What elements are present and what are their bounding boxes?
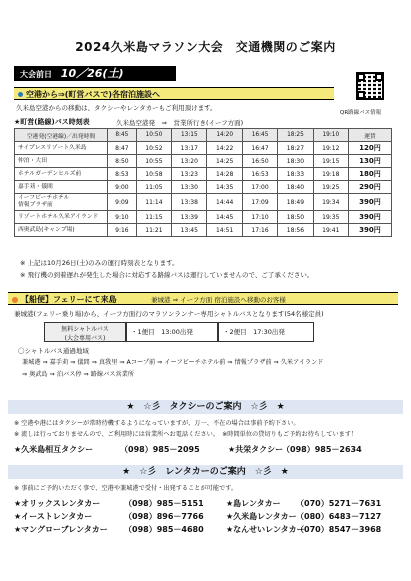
day-before-label: 大会前日 xyxy=(20,70,52,79)
taxi-company-name: ★共栄タクシー xyxy=(228,445,284,454)
time-cell: 13:17 xyxy=(172,142,207,155)
table-row xyxy=(15,194,392,211)
time-cell: 19:15 xyxy=(313,155,348,168)
time-cell: 16:53 xyxy=(242,168,277,181)
table-header-cell: 16:45 xyxy=(242,129,277,142)
rental-company-tel[interactable]: （098）985－4680 xyxy=(124,525,204,534)
taxi-note-1: ※ 空港や港にはタクシーが常時待機するようになっていますが、万一、不在の場合は事前予約下さい。 xyxy=(14,420,300,427)
bus-note-1: ※ 上記は10月26日(土)のみの運行時刻表となります。 xyxy=(20,259,179,267)
rental-company-tel[interactable]: （080）6483－7127 xyxy=(296,512,382,521)
rental-company-name: ★オリックスレンタカー xyxy=(14,499,101,508)
shuttle-label-box xyxy=(44,322,126,342)
time-cell: 17:10 xyxy=(242,211,277,224)
time-cell: 13:38 xyxy=(172,194,207,211)
table-header-cell: 空港発(空港線)／出発時間 xyxy=(15,129,108,142)
time-cell: 13:20 xyxy=(172,155,207,168)
fare-cell: 120円 xyxy=(348,142,391,155)
time-cell: 10:58 xyxy=(136,168,171,181)
time-cell: 18:56 xyxy=(278,224,313,237)
rental-company-tel[interactable]: （098）985－5151 xyxy=(124,499,204,508)
table-header-cell: 18:25 xyxy=(278,129,313,142)
airport-note: 久米島空港からの移動は、タクシーやレンタカーもご利用頂けます。 xyxy=(16,104,217,112)
table-header-cell: 19:10 xyxy=(313,129,348,142)
shuttle-first-departure: ・1便目 13:00出発 xyxy=(126,322,218,342)
table-row xyxy=(15,155,392,168)
time-cell: 14:22 xyxy=(207,142,242,155)
time-cell: 14:28 xyxy=(207,168,242,181)
ferry-description: 兼城港(フェリー乗り場)から、イーフ方面行のマラソンランナー専用シャトルバスとなります(54名様定員) xyxy=(14,310,324,318)
time-cell: 18:27 xyxy=(278,142,313,155)
rental-company-tel[interactable]: （070）5271－7631 xyxy=(296,499,382,508)
time-cell: 17:00 xyxy=(242,181,277,194)
ferry-heading: 【船便】フェリーにて来島 xyxy=(21,295,117,304)
time-cell: 9:10 xyxy=(108,211,137,224)
bus-note-2: ※ 飛行機の到着遅れが発生した場合に対応する路線バスは運行していませんので、ご了承ください。 xyxy=(20,271,314,279)
stop-name: 嘉手苅・儀間 xyxy=(15,181,108,194)
rental-note: ※ 事前にご予約いただく事で、空港や兼城港で受付・出発することが可能です。 xyxy=(14,485,238,492)
fare-cell: 180円 xyxy=(348,168,391,181)
bullet-icon xyxy=(12,297,18,303)
time-cell: 19:12 xyxy=(313,142,348,155)
table-header-cell: 運賃 xyxy=(348,129,391,142)
time-cell: 8:53 xyxy=(108,168,137,181)
bullet-icon xyxy=(18,92,23,97)
stop-name: 西奥武島(キャンプ場) xyxy=(15,224,108,237)
time-cell: 18:50 xyxy=(278,211,313,224)
fare-cell: 130円 xyxy=(348,155,391,168)
table-row xyxy=(15,168,392,181)
taxi-heading: ★ ☆彡 タクシーのご案内 ☆彡 ★ xyxy=(126,402,285,412)
fare-cell: 390円 xyxy=(348,224,391,237)
table-row xyxy=(15,224,392,237)
time-cell: 13:45 xyxy=(172,224,207,237)
table-row xyxy=(15,181,392,194)
rental-company-tel[interactable]: （070）8547－3968 xyxy=(296,525,382,534)
airport-heading-bar xyxy=(14,87,334,100)
time-cell: 9:09 xyxy=(108,194,137,211)
time-cell: 8:47 xyxy=(108,142,137,155)
time-cell: 19:18 xyxy=(313,168,348,181)
bus-heading: ★町営(路線)バス時刻表 xyxy=(14,118,90,126)
stop-name: サイプレスリゾート久米島 xyxy=(15,142,108,155)
table-row xyxy=(15,211,392,224)
table-header-cell: 13:15 xyxy=(172,129,207,142)
time-cell: 19:34 xyxy=(313,194,348,211)
shuttle-route-title: 〇シャトルバス通過地域 xyxy=(18,347,89,355)
time-cell: 14:45 xyxy=(207,211,242,224)
table-header-cell: 10:50 xyxy=(136,129,171,142)
page-title: 2024久米島マラソン大会 交通機関のご案内 xyxy=(75,40,336,54)
bus-timetable xyxy=(14,128,392,237)
fare-cell: 390円 xyxy=(348,211,391,224)
ferry-route: 兼城港 ⇒ イーフ方面 宿泊施設へ移動のお客様 xyxy=(151,296,286,304)
time-cell: 17:16 xyxy=(242,224,277,237)
taxi-company-tel[interactable]: （098）985－2095 xyxy=(120,445,200,454)
fare-cell: 390円 xyxy=(348,194,391,211)
table-row xyxy=(15,142,392,155)
shuttle-label-1: 無料シャトルバス xyxy=(61,326,109,333)
time-cell: 19:25 xyxy=(313,181,348,194)
time-cell: 19:35 xyxy=(313,211,348,224)
shuttle-second-departure: ・2便目 17:30出発 xyxy=(218,322,314,342)
time-cell: 10:52 xyxy=(136,142,171,155)
day-before-date: 10／26(土) xyxy=(60,67,124,80)
stop-name: イーフビーチホテル 情報プラザ前 xyxy=(15,194,108,211)
day-before-bar xyxy=(14,66,176,81)
taxi-company-tel[interactable]: （098）985－2634 xyxy=(282,445,362,454)
time-cell: 18:30 xyxy=(278,155,313,168)
time-cell: 16:50 xyxy=(242,155,277,168)
rental-company-tel[interactable]: （098）896－7766 xyxy=(124,512,204,521)
time-cell: 10:55 xyxy=(136,155,171,168)
bus-route: 久米島空港発 ⇒ 営業所行き(イーフ方面) xyxy=(116,119,244,127)
time-cell: 11:05 xyxy=(136,181,171,194)
taxi-note-2: ※ 流しは行っておりませんので、ご利用時には営業所へお電話ください。 ※時間単位の貸切りもご予約お待ちしています！ xyxy=(14,431,358,438)
time-cell: 14:35 xyxy=(207,181,242,194)
table-header-cell: 14:20 xyxy=(207,129,242,142)
time-cell: 18:49 xyxy=(278,194,313,211)
rental-company-name: ★マングローブレンタカー xyxy=(14,525,108,534)
time-cell: 13:23 xyxy=(172,168,207,181)
time-cell: 8:50 xyxy=(108,155,137,168)
time-cell: 9:00 xyxy=(108,181,137,194)
time-cell: 17:09 xyxy=(242,194,277,211)
time-cell: 9:16 xyxy=(108,224,137,237)
shuttle-route-line-2: ⇒ 奥武島 ⇒ 泊バス停 ⇒ 路線バス営業所 xyxy=(22,371,135,378)
taxi-company-name: ★久米島相互タクシー xyxy=(14,445,94,454)
rental-heading: ★ ☆彡 レンタカーのご案内 ☆彡 ★ xyxy=(122,467,289,477)
stop-name: 仲泊・大田 xyxy=(15,155,108,168)
rental-company-name: ★島レンタカー xyxy=(226,499,281,508)
taxi-heading-bar xyxy=(8,400,403,414)
time-cell: 11:21 xyxy=(136,224,171,237)
rental-company-name: ★久米島レンタカー xyxy=(226,512,297,521)
table-header-cell: 8:45 xyxy=(108,129,137,142)
time-cell: 13:30 xyxy=(172,181,207,194)
rental-company-name: ★イーストレンタカー xyxy=(14,512,93,521)
time-cell: 11:15 xyxy=(136,211,171,224)
time-cell: 14:25 xyxy=(207,155,242,168)
stop-name: リゾートホテル久米アイランド xyxy=(15,211,108,224)
shuttle-label-2: (大会専用バス) xyxy=(64,335,106,342)
time-cell: 11:14 xyxy=(136,194,171,211)
time-cell: 13:39 xyxy=(172,211,207,224)
time-cell: 14:51 xyxy=(207,224,242,237)
airport-heading: 空港から⇒(町営バスで)各宿泊施設へ xyxy=(26,90,161,99)
time-cell: 18:33 xyxy=(278,168,313,181)
time-cell: 14:44 xyxy=(207,194,242,211)
shuttle-route-line-1: 兼城港 ⇒ 嘉手苅 ⇒ 儀間 ⇒ 真我里 ⇒ Aコープ前 ⇒ イーフビーチホテル前 ⇒ 情報プラザ前 ⇒ 久米アイランド xyxy=(22,359,324,366)
stop-name: ホテルガーデンヒルズ前 xyxy=(15,168,108,181)
time-cell: 16:47 xyxy=(242,142,277,155)
ferry-heading-bar xyxy=(8,292,398,305)
time-cell: 19:41 xyxy=(313,224,348,237)
fare-cell: 290円 xyxy=(348,181,391,194)
time-cell: 18:40 xyxy=(278,181,313,194)
rental-company-name: ★なんせいレンタカー xyxy=(226,525,305,534)
qr-code[interactable] xyxy=(356,72,384,100)
rental-heading-bar xyxy=(8,465,403,479)
qr-caption: QR路線バス情報 xyxy=(340,110,382,116)
table-header-row xyxy=(15,129,392,142)
